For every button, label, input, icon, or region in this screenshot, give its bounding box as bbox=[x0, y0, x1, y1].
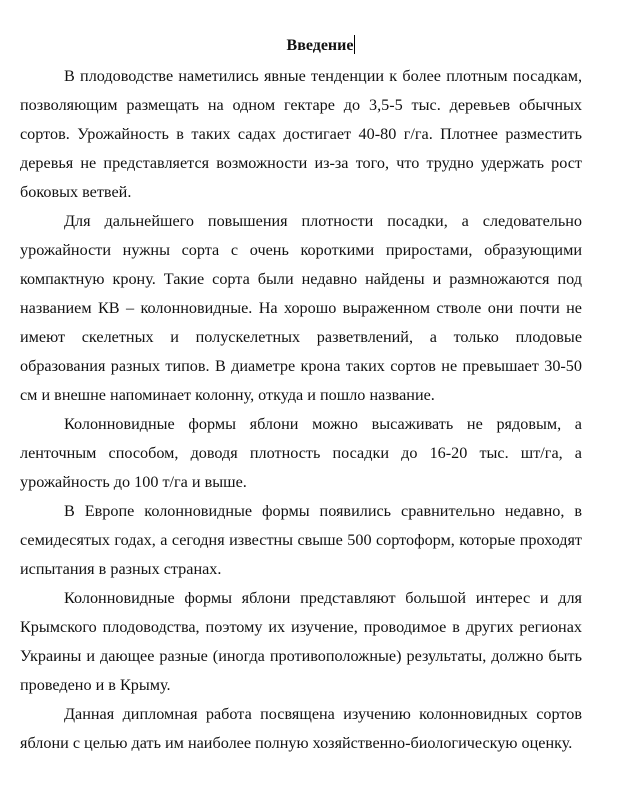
paragraph-6: Данная дипломная работа посвящена изучению колонновидных сортов яблони с целью дать им наиболее полную хозяйственно-биологическую оценку. bbox=[20, 705, 582, 752]
text-cursor bbox=[354, 35, 355, 54]
paragraph-3: Колонновидные формы яблони можно высаживать не рядовым, а ленточным способом, доводя плотность посадки до 16-20 тыс. шт/га, а урожайность до 100 т/га и выше. bbox=[20, 415, 582, 491]
paragraph-2: Для дальнейшего повышения плотности посадки, а следовательно урожайности нужны сорта с очень короткими приростами, образующими компактную крону. Такие сорта были недавно найдены и размножаются под названием КВ – колонновидные. На хорошо выраженном стволе они почти не имеют скелетных и полускелетных разветвлений, а только плодовые образования разных типов. В диаметре крона таких сортов не превышает 30-50 см и внешне напоминает колонну, откуда и пошло название. bbox=[20, 212, 582, 404]
heading-text: Введение bbox=[286, 37, 354, 54]
page-title bbox=[20, 33, 582, 59]
paragraph-4: В Европе колонновидные формы появились сравнительно недавно, в семидесятых годах, а сегодня известны свыше 500 сортоформ, которые проходят испытания в разных странах. bbox=[20, 502, 582, 578]
paragraph-5: Колонновидные формы яблони представляют большой интерес и для Крымского плодоводства, поэтому их изучение, проводимое в других регионах Украины и дающее разные (иногда противоположные) результаты, должно быть проведено и в Крыму. bbox=[20, 589, 582, 694]
paragraph-1: В плодоводстве наметились явные тенденции к более плотным посадкам, позволяющим размещать на одном гектаре до 3,5-5 тыс. деревьев обычных сортов. Урожайность в таких садах достигает 40-80 г/га. Плотнее разместить деревья не представляется возможности из-за того, что трудно удержать рост боковых ветвей. bbox=[20, 67, 582, 201]
